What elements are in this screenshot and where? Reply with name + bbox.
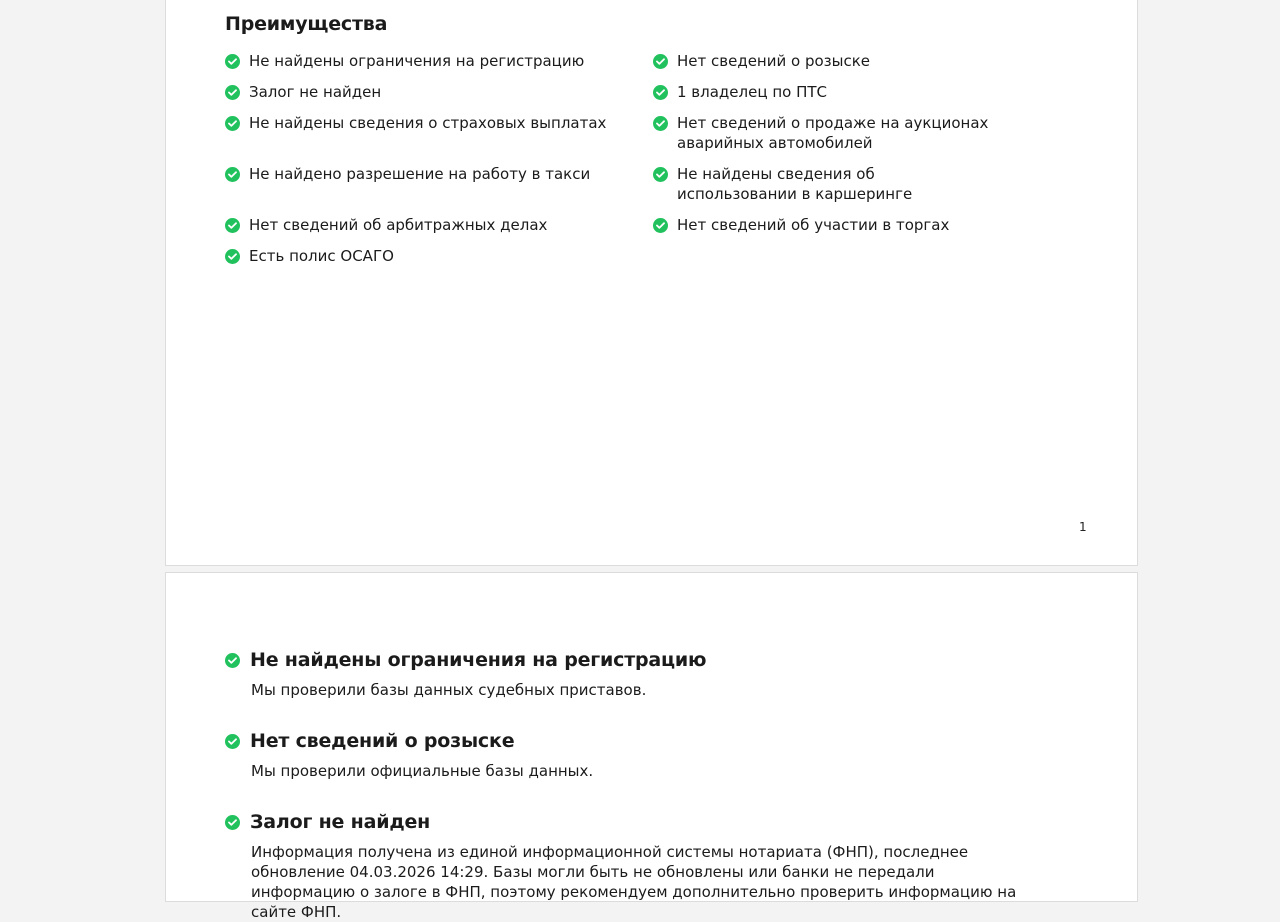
check-circle-icon	[225, 85, 240, 100]
detail-description: Информация получена из единой информационной системы нотариата (ФНП), последнее обновление 04.03.2026 14:29. Базы могли быть не обновлены или банки не передали информацию о залоге в ФНП, поэтому рекомендуем дополнительно проверить информацию на сайте ФНП.	[251, 843, 1017, 921]
detail-description: Мы проверили официальные базы данных.	[251, 762, 594, 780]
detail-description: Мы проверили базы данных судебных приставов.	[251, 681, 647, 699]
advantage-label: Есть полис ОСАГО	[249, 247, 394, 265]
check-circle-icon	[225, 815, 240, 830]
advantage-item	[653, 113, 1053, 153]
report-page-1	[165, 0, 1138, 566]
check-circle-icon	[225, 218, 240, 233]
advantage-label: Нет сведений о розыске	[677, 52, 871, 70]
advantage-item	[225, 246, 625, 266]
advantage-label: Не найдено разрешение на работу в такси	[249, 165, 591, 183]
advantage-label: Не найдены ограничения на регистрацию	[249, 52, 585, 70]
detail-title: Нет сведений о розыске	[250, 730, 515, 752]
check-circle-icon	[225, 167, 240, 182]
check-circle-icon	[225, 734, 240, 749]
check-circle-icon	[653, 85, 668, 100]
advantage-label: 1 владелец по ПТС	[677, 83, 827, 101]
check-circle-icon	[653, 54, 668, 69]
advantage-label: Нет сведений о продаже на аукционах аварийных автомобилей	[677, 114, 989, 152]
check-circle-icon	[225, 54, 240, 69]
check-circle-icon	[225, 116, 240, 131]
advantage-label: Нет сведений об участии в торгах	[677, 216, 950, 234]
advantage-item	[653, 51, 1073, 71]
advantage-item	[653, 82, 1073, 102]
detail-title: Не найдены ограничения на регистрацию	[250, 649, 707, 671]
check-circle-icon	[225, 249, 240, 264]
advantage-item	[653, 215, 1073, 235]
advantage-item	[225, 164, 625, 184]
advantage-item	[225, 51, 625, 71]
page-number: 1	[1079, 520, 1087, 534]
detail-section	[225, 649, 1045, 700]
check-circle-icon	[653, 167, 668, 182]
check-circle-icon	[653, 116, 668, 131]
detail-section	[225, 730, 1045, 781]
advantage-label: Залог не найден	[249, 83, 382, 101]
advantage-label: Не найдены сведения о страховых выплатах	[249, 114, 607, 132]
advantage-label: Не найдены сведения об использовании в каршеринге	[677, 165, 913, 203]
detail-section	[225, 811, 1045, 922]
advantage-label: Нет сведений об арбитражных делах	[249, 216, 548, 234]
advantages-title: Преимущества	[225, 13, 388, 35]
advantage-item	[653, 164, 993, 204]
check-circle-icon	[225, 653, 240, 668]
advantage-item	[225, 215, 625, 235]
advantage-item	[225, 113, 625, 133]
check-circle-icon	[653, 218, 668, 233]
report-page-2	[165, 572, 1138, 921]
advantage-item	[225, 82, 625, 102]
detail-title: Залог не найден	[250, 811, 431, 833]
